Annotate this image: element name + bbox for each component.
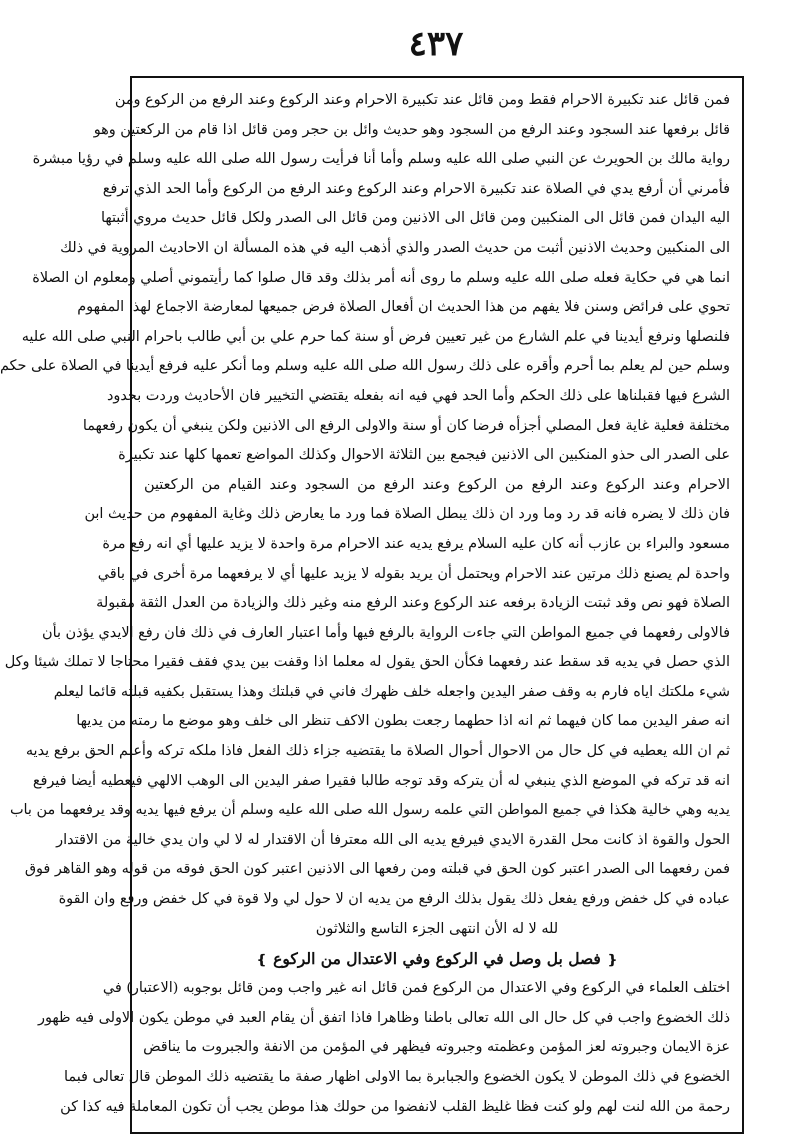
text-line: انه قد تركه في الموضع الذي ينبغي له أن يتركه وقد توجه طالبا فقيرا صفر اليدين الى الوهب الالهي فيعطيه أيضا فيرفع <box>32 772 730 789</box>
text-line: انه صفر اليدين مما كان فيهما ثم انه اذا حطهما رجعت بطون الاكف تنظر الى خلف وهو موضع ما رمته من يديها <box>76 713 730 730</box>
text-line: فان ذلك لا يضره فانه قد رد وما ورد ان ذلك يبطل الصلاة فما ورد ما يعارض ذلك وغاية المفهوم من حديث ابن <box>84 506 730 523</box>
text-line: عباده في كل خفض ورفع يفعل ذلك يقول بذلك الرفع من يديه ان لا حول لي ولا قوة في كل خفض ورفع وان القوة <box>58 891 730 908</box>
text-line: فمن رفعهما الى الصدر اعتبر كون الحق في قبلته ومن رفعها الى الاذنين اعتبر كون الحق فوقه من قوله وهو القاهر فوق <box>24 861 730 878</box>
text-line: انما هي في حكاية فعله صلى الله عليه وسلم ما روى أنه أمر بذلك وقد قال صلوا كما رأيتموني أصلي ومعلوم ان الصلاة <box>32 269 730 286</box>
text-line: الصلاة فهو نص وقد ثبتت الزيادة برفعه عند الركوع وعند الرفع منه وغير ذلك والزيادة من العدل الثقة مقبولة <box>96 595 730 612</box>
text-line: اليه اليدان فمن قائل الى المنكبين ومن قائل الى الاذنين ومن قائل الى الصدر ولكل قائل حديث مروي أثبتها <box>100 210 730 227</box>
text-line: فالاولى رفعهما في جميع المواطن التي جاءت الرواية بالرفع فيها وأما اعتبار العارف في ذلك فان رفع الايدي يؤذن بأن <box>42 624 730 641</box>
text-line: وسلم حين لم يعلم بما أحرم وأقره على ذلك رسول الله صلى الله عليه وسلم وما أنكر عليه فرفع أيدينا في الصلاة على حكم <box>0 358 730 375</box>
page-number: ٤٣٧ <box>408 24 464 64</box>
text-line: فأمرني أن أرفع يدي في الصلاة عند تكبيرة الاحرام وعند الركوع وعند الرفع من الركوع وأما الحد الذي ترفع <box>102 180 730 197</box>
text-line: الى المنكبين وحديث الاذنين أثبت من حديث الصدر والذي أذهب اليه في هذه المسألة ان الاحاديث المروية في ذلك <box>60 239 730 256</box>
ornament-open-icon: ❴ <box>606 953 618 969</box>
text-line: اختلف العلماء في الركوع وفي الاعتدال من الركوع فمن قائل انه غير واجب ومن قائل بوجوبه (الاعتبار) في <box>102 980 730 997</box>
page-body <box>0 86 730 1126</box>
text-line: مسعود والبراء بن عازب أنه كان عليه السلام يرفع يديه عند الاحرام مرة واحدة لا يزيد عليها أي انه رفع مرة <box>102 535 730 552</box>
text-line: تحوي على فرائض وسنن فلا يفهم من هذا الحديث ان أفعال الصلاة فرض جميعها لمعارضة الاجماع لهذا المفهوم <box>77 299 730 316</box>
section-heading-text: فصل بل وصل في الركوع وفي الاعتدال من الركوع <box>273 949 601 969</box>
text-line: رحمة من الله لنت لهم ولو كنت فظا غليظ القلب لانفضوا من حولك هذا موطن يجب أن تكون المعاملة فيه كذا كن <box>60 1098 730 1115</box>
text-line: مختلفة فعلية غاية فعل المصلي أجزأه فرضا كان أو سنة والاولى الرفع الى الاذنين ولكن ينبغي أن يكون رفعهما <box>82 417 730 434</box>
text-line: قائل برفعها عند السجود وعند الرفع من السجود وهو حديث وائل بن حجر ومن قائل اذا قام من الركعتين وهو <box>93 121 730 138</box>
text-line: الحول والقوة اذ كانت محل القدرة الايدي فيرفع يديه الى الله معترفا أن الاقتدار له لا لي وان يدي خالية من الاقتدار <box>56 831 730 848</box>
text-frame <box>0 76 744 1134</box>
text-line: يديه وهي خالية هكذا في جميع المواطن التي علمه رسول الله صلى الله عليه وسلم أن يرفع فيها يديه وقد يرفعهما من باب <box>9 802 730 819</box>
text-line: الخضوع في ذلك الموطن لا يكون الخضوع والجبابرة بما الاولى اظهار صفة ما يقتضيه ذلك الموطن قال تعالى فبما <box>64 1069 730 1085</box>
text-line: ذلك الخضوع واجب في كل حال الى الله تعالى باطنا وظاهرا فاذا اتفق أن يقام العبد في موطن يكون الاولى فيه ظهور <box>38 1009 730 1026</box>
text-line: واحدة لم يصنع ذلك مرتين عند الاحرام ويحتمل أن يريد بقوله لا يزيد عليها أي لا يرفعهما مرة أخرى في باقي <box>97 565 730 582</box>
text-line: رواية مالك بن الحويرث عن النبي صلى الله عليه وسلم وأما أنا فرأيت رسول الله صلى الله عليه وسلم في رؤيا مبشرة <box>32 151 730 168</box>
part-end-line: لله لا له الأن انتهى الجزء التاسع والثلاثون <box>315 920 559 937</box>
text-line: فلنصلها ونرفع أيدينا في علم الشارع من غير تعيين فرض أو سنة كما حرم علي بن أبي طالب باحرام النبي صلى الله عليه <box>21 328 730 345</box>
text-line: الشرع فيها فقبلناها على ذلك الحكم وأما الحد فهي فيه انه بفعله يقتضي التخيير فان الأحاديث وردت بحدود <box>107 387 730 404</box>
text-line: شيء ملكتك اياه فارم به وقف صفر اليدين واجعله خلف ظهرك فاني في قبلتك وهذا يستقبل بكفيه قبلته قائما ليعلم <box>53 683 730 700</box>
text-line: فمن قائل عند تكبيرة الاحرام فقط ومن قائل عند تكبيرة الاحرام وعند الركوع وعند الرفع من الركوع ومن <box>114 92 730 108</box>
text-line: ثم ان الله يعطيه في كل حال من الاحوال أحوال الصلاة ما يقتضيه جزاء ذلك الفعل فاذا ملكه تركه وأعلم الحق برفع يديه <box>25 743 730 760</box>
text-line: على الصدر الى حذو المنكبين الى الاذنين فيجمع بين الثلاثة الاحوال وكذلك المواضع تعمها كلها عند تكبيرة <box>118 447 730 464</box>
text-line: الاحرام وعند الركوع وعند الرفع من الركوع وعند الرفع من السجود وعند القيام من الركعتين <box>144 476 730 493</box>
section-heading <box>144 944 730 974</box>
text-line: عزة الايمان وجبروته لعز المؤمن وعظمته وجبروته فيظهر في المؤمن من الانفة والجبروت ما يناقض <box>143 1039 730 1056</box>
text-line: الذي حصل في يديه قد سقط عند رفعهما فكأن الحق يقول له معلما اذا وقفت بين يدي فقف فقيرا محتاجا لا تملك شيئا وكل <box>4 654 730 671</box>
ornament-close-icon: ❵ <box>256 953 268 969</box>
